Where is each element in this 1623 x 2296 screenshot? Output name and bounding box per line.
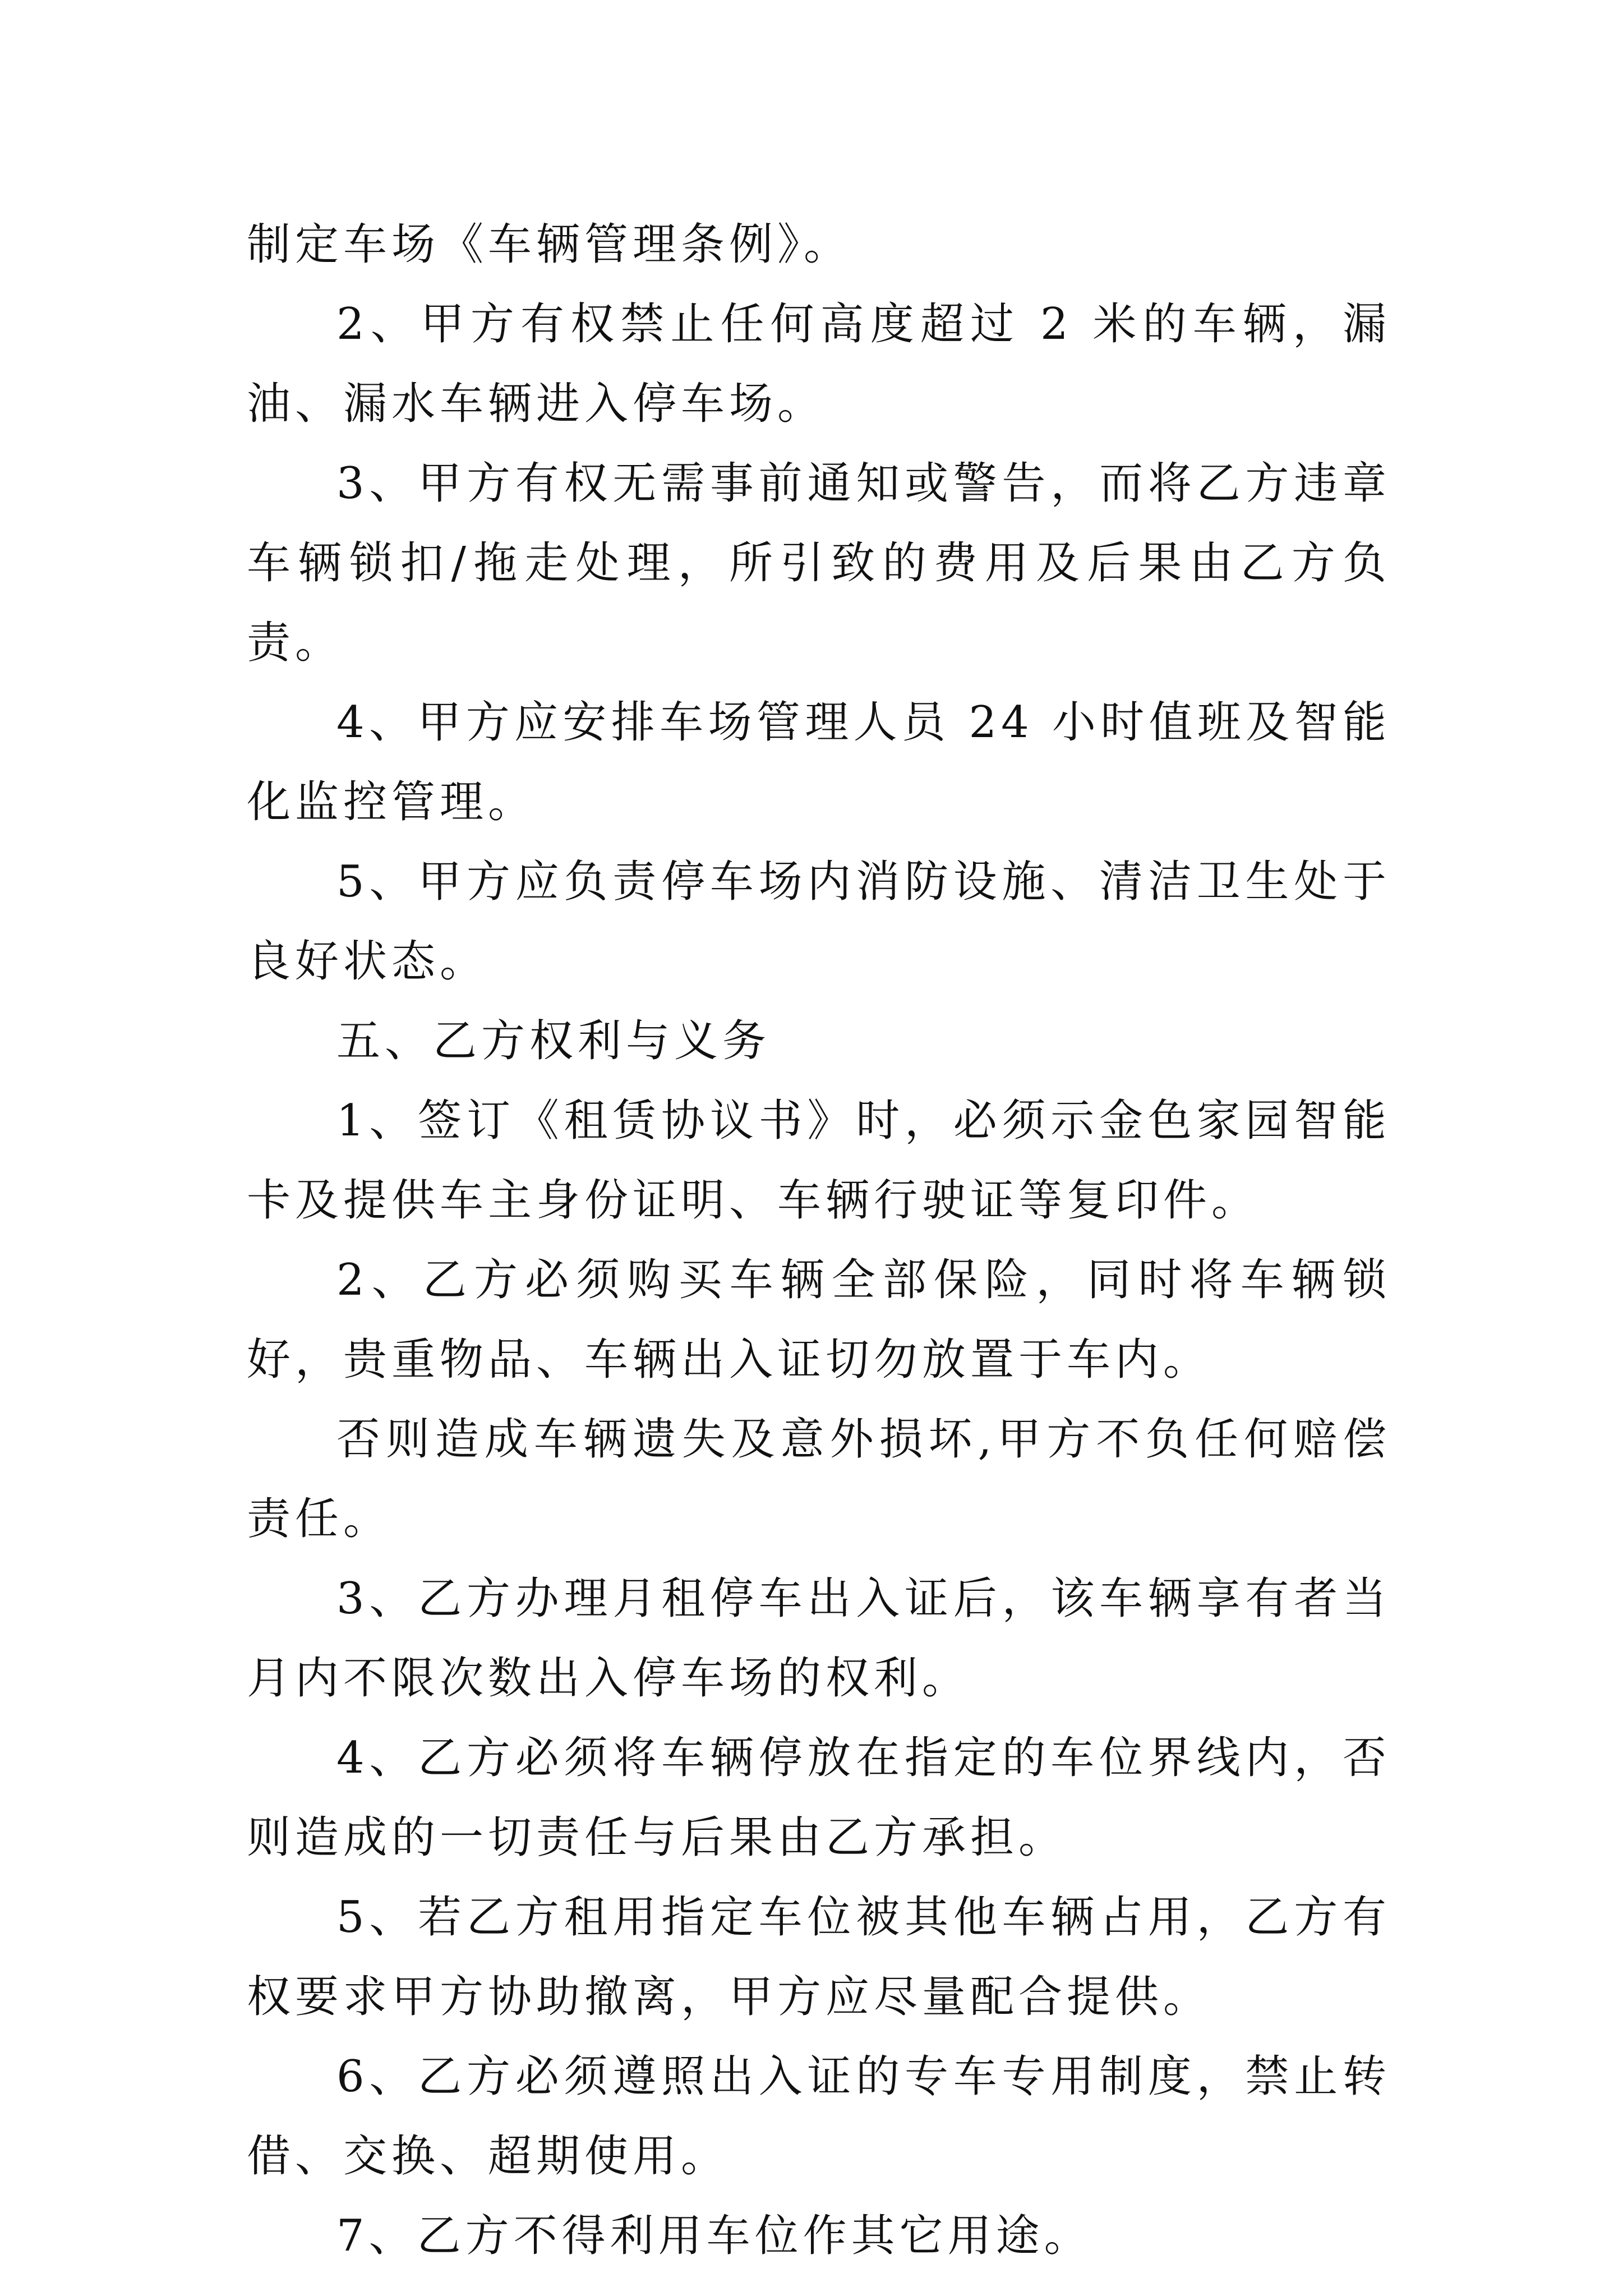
paragraph-clause-5-1: 1、签订《租赁协议书》时，必须示金色家园智能卡及提供车主身份证明、车辆行驶证等复印件。 (247, 1096, 1391, 1226)
paragraph-continuation: 制定车场《车辆管理条例》。 (247, 219, 852, 270)
paragraph-clause-4-5: 5、甲方应负责停车场内消防设施、清洁卫生处于良好状态。 (247, 857, 1391, 987)
paragraph-clause-5-3: 3、乙方办理月租停车出入证后，该车辆享有者当月内不限次数出入停车场的权利。 (247, 1573, 1391, 1704)
paragraph-clause-5-5: 5、若乙方租用指定车位被其他车辆占用，乙方有权要求甲方协助撤离，甲方应尽量配合提供。 (247, 1892, 1391, 2022)
paragraph-clause-5-2-note: 否则造成车辆遗失及意外损坏,甲方不负任何赔偿责任。 (247, 1414, 1391, 1544)
paragraph-clause-4-2: 2、甲方有权禁止任何高度超过 2 米的车辆，漏油、漏水车辆进入停车场。 (247, 299, 1391, 429)
section-heading-5: 五、乙方权利与义务 (336, 1016, 771, 1066)
paragraph-clause-5-7: 7、乙方不得利用车位作其它用途。 (336, 2211, 1092, 2261)
document-body (247, 205, 1391, 2276)
paragraph-clause-5-4: 4、乙方必须将车辆停放在指定的车位界线内，否则造成的一切责任与后果由乙方承担。 (247, 1733, 1391, 1863)
paragraph-clause-5-6: 6、乙方必须遵照出入证的专车专用制度，禁止转借、交换、超期使用。 (247, 2051, 1391, 2182)
paragraph-clause-4-4: 4、甲方应安排车场管理人员 24 小时值班及智能化监控管理。 (247, 697, 1391, 827)
paragraph-clause-5-2: 2、乙方必须购买车辆全部保险，同时将车辆锁好，贵重物品、车辆出入证切勿放置于车内。 (247, 1255, 1391, 1385)
paragraph-clause-4-3: 3、甲方有权无需事前通知或警告，而将乙方违章车辆锁扣/拖走处理，所引致的费用及后果由乙方负责。 (247, 458, 1391, 668)
